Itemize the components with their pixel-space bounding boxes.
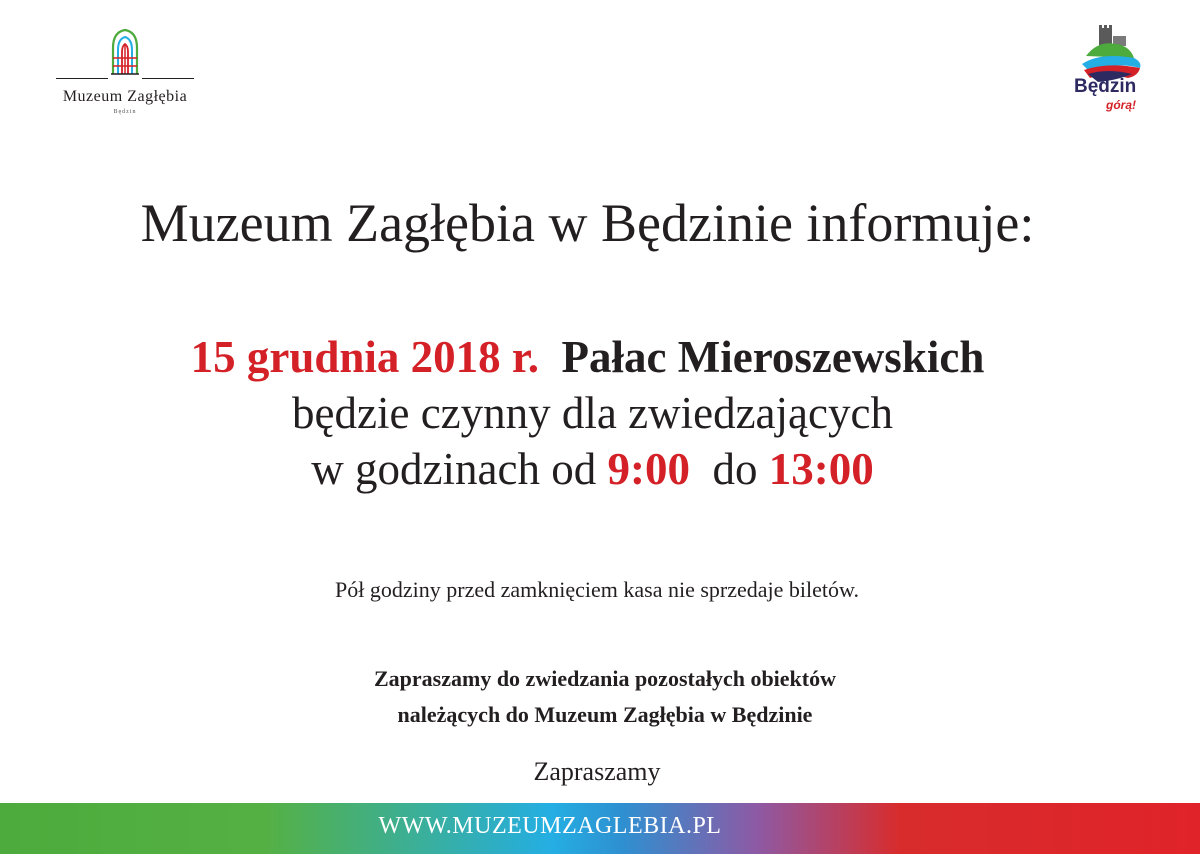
bedzin-logo xyxy=(1068,22,1150,122)
logo-divider xyxy=(46,78,204,80)
page-title: Muzeum Zagłębia w Będzinie informuje: xyxy=(140,193,1035,253)
hours-to: 13:00 xyxy=(768,444,874,494)
closing-text: Zapraszamy xyxy=(533,757,661,786)
opening-line: będzie czynny dla zwiedzających xyxy=(292,388,893,438)
castle-hill-icon xyxy=(1068,22,1150,84)
invitation-line-1: Zapraszamy do zwiedzania pozostałych obiektów xyxy=(374,666,836,691)
hours-from: 9:00 xyxy=(607,444,690,494)
bedzin-tagline: górą! xyxy=(1106,98,1136,112)
museum-logo xyxy=(46,28,204,115)
invitation-block xyxy=(0,661,1200,733)
invitation-line-2: należących do Muzeum Zagłębia w Będzinie xyxy=(397,702,813,727)
event-date: 15 grudnia 2018 r. xyxy=(190,332,540,382)
date-venue-line xyxy=(0,328,1175,386)
footer-bar xyxy=(0,803,1200,854)
hours-to-word: do xyxy=(712,444,758,494)
ticket-note: Pół godziny przed zamknięciem kasa nie sprzedaje biletów. xyxy=(335,577,859,602)
museum-gate-icon xyxy=(110,28,140,80)
hours-prefix: w godzinach od xyxy=(311,444,597,494)
website-link[interactable]: WWW.MUZEUMZAGLEBIA.PL xyxy=(378,813,722,839)
museum-city: Będzin xyxy=(113,109,137,115)
museum-name: Muzeum Zagłębia xyxy=(62,88,188,105)
bedzin-wordmark: Będzin xyxy=(1074,76,1137,97)
hours-line xyxy=(0,440,1185,498)
venue-name: Pałac Mieroszewskich xyxy=(561,332,985,382)
